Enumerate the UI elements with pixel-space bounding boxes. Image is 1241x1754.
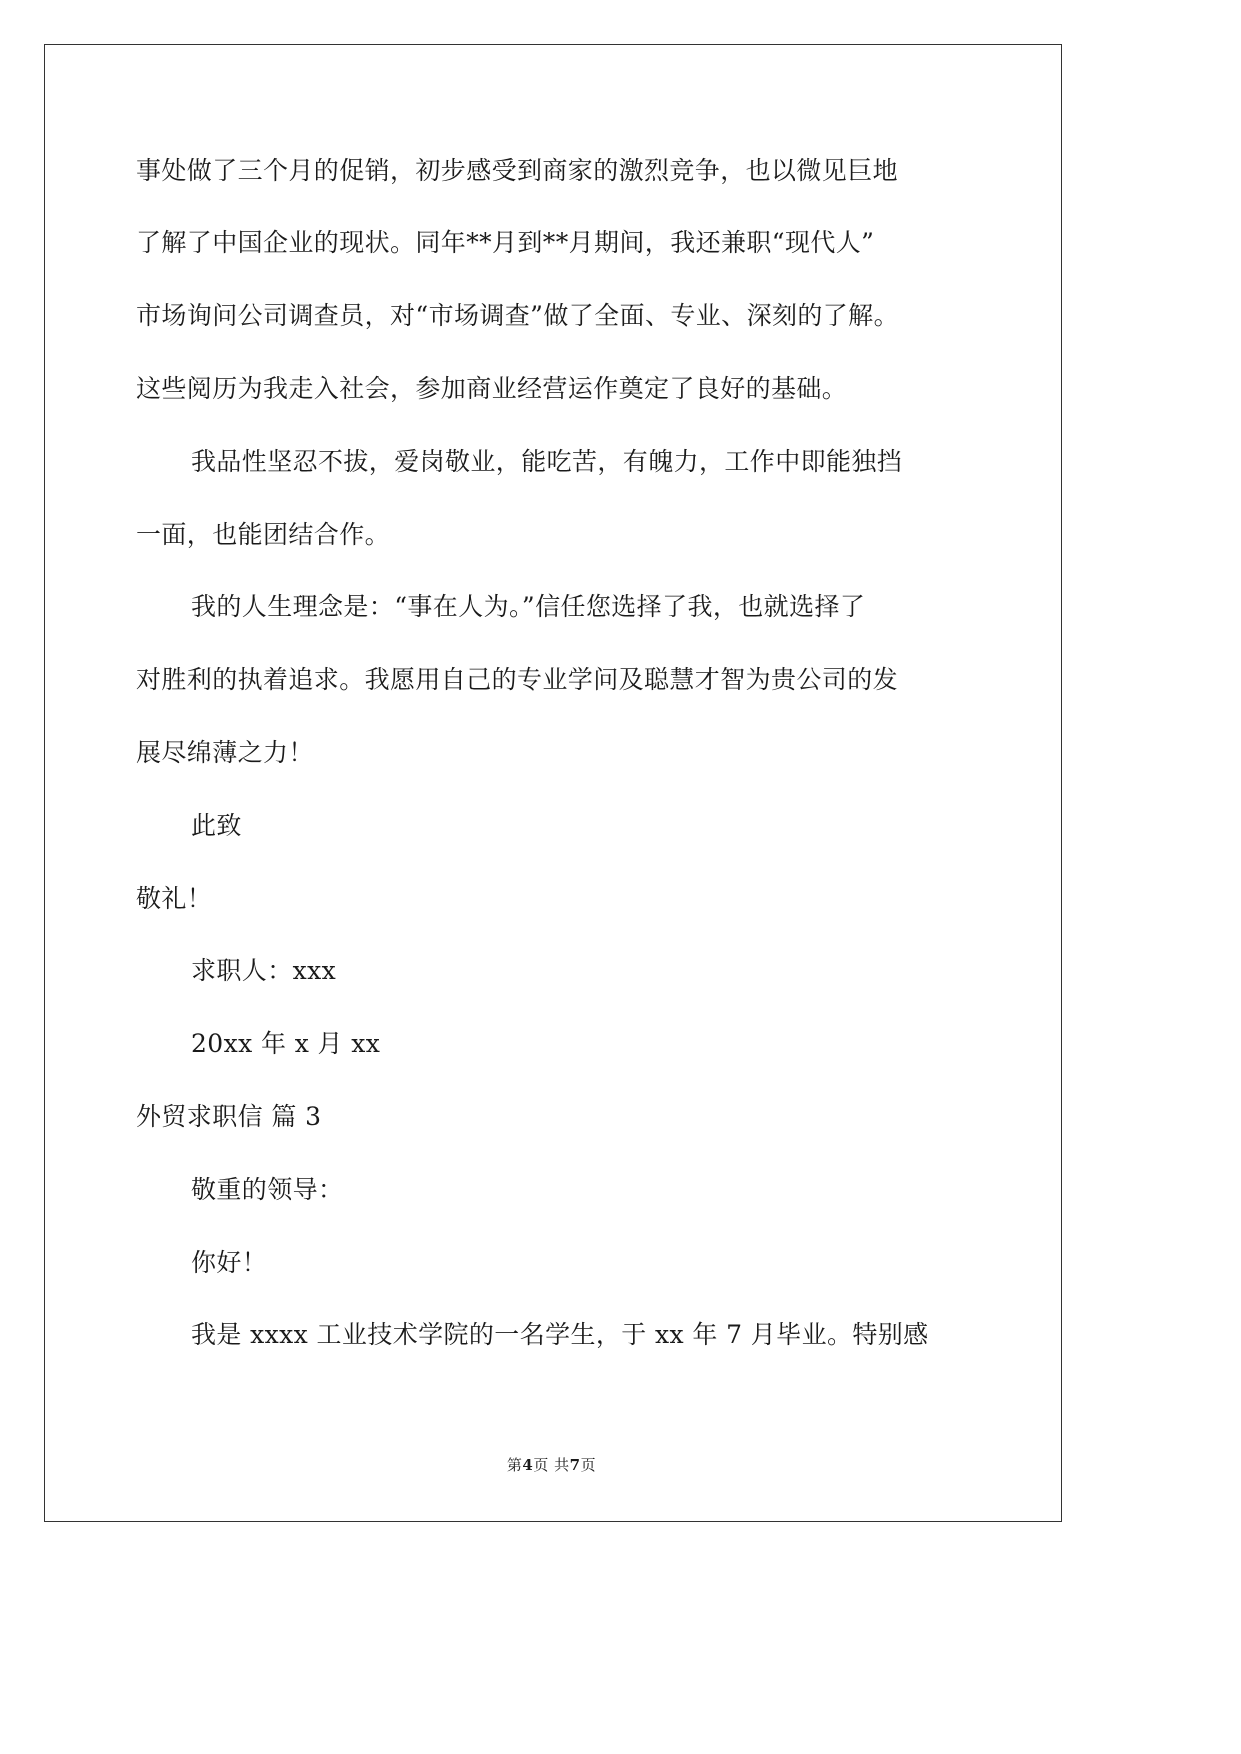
signature-applicant: 求职人：xxx (191, 956, 337, 985)
body-line-9: 展尽绵薄之力！ (136, 738, 314, 767)
closing-salutation: 此致 (191, 811, 242, 840)
greeting-hello: 你好！ (191, 1248, 268, 1277)
section-heading: 外贸求职信 篇 3 (136, 1102, 322, 1131)
body-line-4: 这些阅历为我走入社会，参加商业经营运作奠定了良好的基础。 (136, 374, 848, 403)
footer-middle: 页 共 (533, 1456, 570, 1474)
footer-current-page: 4 (522, 1456, 534, 1474)
footer-prefix: 第 (506, 1456, 523, 1474)
signature-date: 20xx 年 x 月 xx (191, 1029, 381, 1058)
body-line-3: 市场询问公司调查员，对“市场调查”做了全面、专业、深刻的了解。 (136, 301, 899, 330)
footer-total-pages: 7 (569, 1456, 581, 1474)
body-line-8: 对胜利的执着追求。我愿用自己的专业学问及聪慧才智为贵公司的发 (136, 665, 899, 694)
page-border (44, 44, 1062, 1522)
page-footer (0, 1455, 1103, 1475)
body-line-5: 我品性坚忍不拔，爱岗敬业，能吃苦，有魄力，工作中即能独挡 (191, 447, 903, 476)
body-line-1: 事处做了三个月的促销，初步感受到商家的激烈竞争，也以微见巨地 (136, 156, 899, 185)
body-line-6: 一面，也能团结合作。 (136, 520, 391, 549)
closing-regards: 敬礼！ (136, 884, 213, 913)
greeting-recipient: 敬重的领导： (191, 1175, 344, 1204)
footer-suffix: 页 (580, 1456, 597, 1474)
body-line-7: 我的人生理念是：“事在人为。”信任您选择了我，也就选择了 (191, 592, 866, 621)
body-line-2: 了解了中国企业的现状。同年**月到**月期间，我还兼职“现代人” (136, 228, 875, 257)
body-line-intro: 我是 xxxx 工业技术学院的一名学生，于 xx 年 7 月毕业。特别感 (191, 1320, 929, 1349)
